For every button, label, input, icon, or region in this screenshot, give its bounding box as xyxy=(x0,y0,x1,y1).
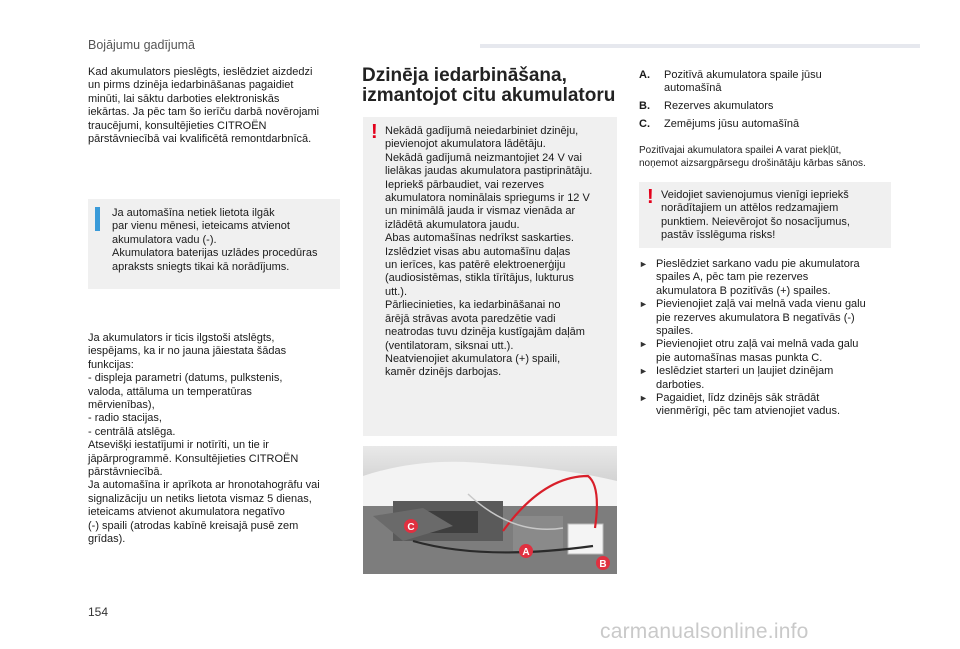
warning-note-text: Nekādā gadījumā neiedarbiniet dzinēju, pievienojot akumulatora lādētāju. Nekādā gadījumā neizmantojiet 24 V vai lielākas jaudas akumulatora pastiprinātāju. Iepriekš pārbaudiet, vai rezerves akumulatora nominālais spriegums ir 12 V un minimālā jauda ir vismaz vienāda ar izlādētā akumulatora jaudu. Abas automašīnas nedrīkst saskarties. Izslēdziet visas abu automašīnu daļas un ierīces, kas patērē elektroenerģiju (audiosistēmas, stikla tīrītājus, lukturus utt.). Pārliecinieties, ka iedarbināšanai no ārējā strāvas avota paredzētie vadi neatrodas tuvu dzinēja kustīgajām daļām (ventilatoram, siksnai utt.). Neatvienojiet akumulatora (+) spaili, kamēr dzinējs darbojas. xyxy=(385,125,593,379)
arrow-right-icon: ► xyxy=(639,259,648,269)
section-header: Bojājumu gadījumā xyxy=(88,38,196,52)
connection-warning-text: Veidojiet savienojumus vienīgi iepriekš norādītajiem un attēlos redzamajiem punktiem. Neievērojot šo nosacījumus, pastāv īsslēguma risks! xyxy=(661,189,850,242)
legend-item-c xyxy=(639,118,894,133)
engine-bay-illustration xyxy=(363,446,617,574)
label-b: B xyxy=(599,559,607,570)
info-note-text: Ja automašīna netiek lietota ilgāk par vienu mēnesi, ieteicams atvienot akumulatora vadu (-). Akumulatora baterijas uzlādes procedūras apraksts sniegts tikai kā norādījums. xyxy=(112,207,318,273)
settings-reset-paragraph: Ja akumulators ir ticis ilgstoši atslēgts, iespējams, ka ir no jauna jāiestata šādas funkcijas: - displeja parametri (datums, pulkstenis, valoda, attāluma un temperatūras mērvienības), - radio stacijas, - centrālā atslēga. Atsevišķi iestatījumi ir notīrīti, un tie ir jāpārprogrammē. Konsultējieties CITROËN pārstāvniecībā. Ja automašīna ir aprīkota ar hronotahogrāfu vai signalizāciju un netiks lietota vismaz 5 dienas, ieteicams atvienot akumulatora negatīvo (-) spaili (atrodas kabīnē kreisajā pusē zem grīdas). xyxy=(88,332,320,546)
arrow-right-icon: ► xyxy=(639,366,648,377)
step-item xyxy=(639,258,894,298)
legend-text: Rezerves akumulators xyxy=(664,100,774,112)
warning-icon: ! xyxy=(647,186,654,208)
page-title: Dzinēja iedarbināšana, izmantojot citu akumulatoru xyxy=(362,65,616,106)
legend-item-a xyxy=(639,69,894,99)
legend-letter: A. xyxy=(639,69,650,81)
step-item xyxy=(639,365,894,392)
legend-item-b xyxy=(639,100,894,115)
engine-bay-photo xyxy=(363,446,617,574)
legend-text: Zemējums jūsu automašīnā xyxy=(664,118,800,130)
step-text: Pieslēdziet sarkano vadu pie akumulatora spailes A, pēc tam pie rezerves akumulatora B pozitīvās (+) spailes. xyxy=(656,258,860,297)
warning-icon: ! xyxy=(371,121,378,143)
battery-reconnect-paragraph: Kad akumulators pieslēgts, ieslēdziet aizdedzi un pirms dzinēja iedarbināšanas pagaidiet minūti, lai sāktu darboties elektroniskās iekārtas. Ja pēc tam šo ierīču darbā novērojami traucējumi, konsultējieties CITROËN pārstāvniecībā vai kvalificētā remontdarbnīcā. xyxy=(88,66,320,146)
photo-caption: Pozitīvajai akumulatora spailei A varat piekļūt, noņemot aizsargpārsegu drošinātāju kārbas sānos. xyxy=(639,145,866,169)
arrow-right-icon: ► xyxy=(639,339,648,350)
legend-text: Pozitīvā akumulatora spaile jūsu automašīnā xyxy=(664,69,822,95)
header-bar xyxy=(480,44,920,48)
watermark: carmanualsonline.info xyxy=(600,620,809,643)
label-c: C xyxy=(407,522,415,533)
step-text: Pagaidiet, līdz dzinējs sāk strādāt vienmērīgi, pēc tam atvienojiet vadus. xyxy=(656,392,841,418)
step-item xyxy=(639,392,894,419)
legend-letter: B. xyxy=(639,100,650,112)
legend-letter: C. xyxy=(639,118,650,130)
step-item xyxy=(639,338,894,365)
arrow-right-icon: ► xyxy=(639,299,648,310)
label-a: A xyxy=(522,547,530,558)
arrow-right-icon: ► xyxy=(639,393,648,404)
step-text: Pievienojiet otru zaļā vai melnā vada galu pie automašīnas masas punkta C. xyxy=(656,338,859,364)
step-text: Pievienojiet zaļā vai melnā vada vienu galu pie rezerves akumulatora B negatīvās (-) spailes. xyxy=(656,298,866,338)
instruction-steps xyxy=(639,258,894,419)
connection-warning xyxy=(639,182,891,248)
page-number: 154 xyxy=(88,605,109,619)
step-text: Ieslēdziet starteri un ļaujiet dzinējam darboties. xyxy=(656,365,834,391)
info-icon xyxy=(95,207,100,231)
step-item xyxy=(639,298,894,338)
warning-note xyxy=(363,117,617,436)
info-note xyxy=(88,199,340,289)
